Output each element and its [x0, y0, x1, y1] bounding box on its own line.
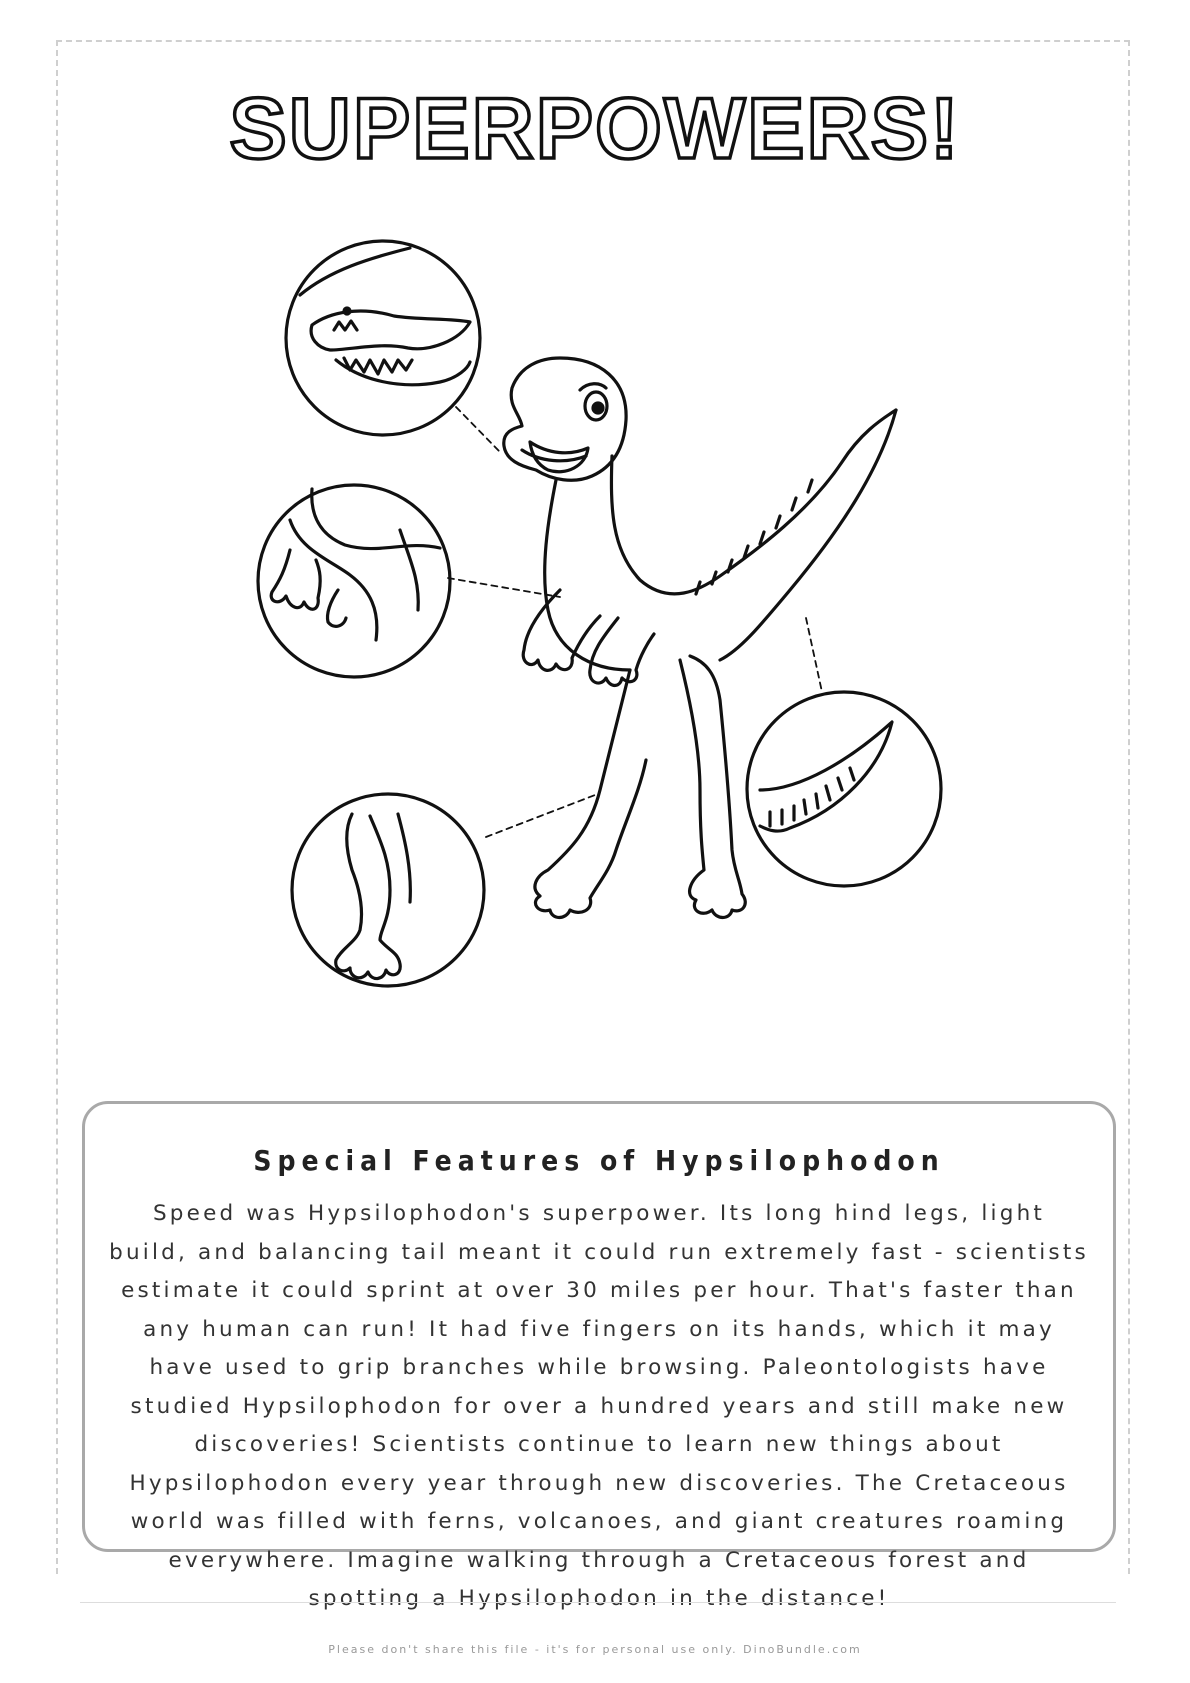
- tail-detail-icon: [747, 692, 941, 886]
- footer-divider: [80, 1602, 1116, 1603]
- hand-detail-icon: [258, 485, 450, 677]
- info-heading: Special Features of Hypsilophodon: [253, 1144, 945, 1177]
- jaw-detail-icon: [286, 241, 480, 435]
- info-body-text: Speed was Hypsilophodon's superpower. Its long hind legs, light build, and balancing tail meant it could run extremely fast - scientists estimate it could sprint at over 30 miles per hour. That's faster than any human can run! It had five fingers on its hands, which it may have used to grip branches while browsing. Paleontologists have studied Hypsilophodon for over a hundred years and still make new discoveries! Scientists continue to learn new things about Hypsilophodon every year through new discoveries. The Cretaceous world was filled with ferns, volcanoes, and giant creatures roaming everywhere. Imagine walking through a Cretaceous forest and spotting a Hypsilophodon in the distance!: [109, 1201, 1089, 1611]
- dinosaur-illustration: [0, 230, 1190, 1030]
- footer-note: Please don't share this file - it's for personal use only. DinoBundle.com: [328, 1643, 862, 1656]
- title-text: SUPERPOWERS!: [229, 81, 961, 177]
- title-outline: [0, 78, 1190, 188]
- page-title: [0, 78, 1190, 188]
- callout-connectors: [448, 407, 822, 837]
- dinosaur-icon: [504, 358, 896, 918]
- info-panel: [82, 1101, 1116, 1611]
- foot-detail-icon: [292, 794, 484, 986]
